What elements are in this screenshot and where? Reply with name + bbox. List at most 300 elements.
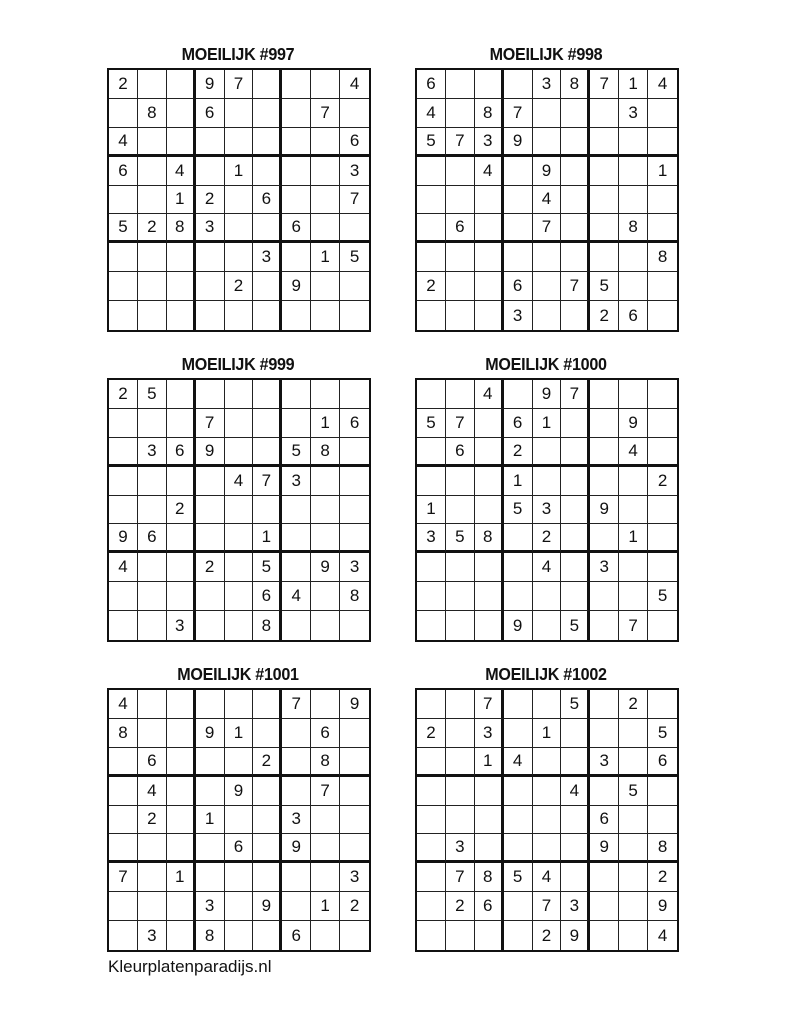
sudoku-cell[interactable] xyxy=(504,582,533,611)
sudoku-cell[interactable]: 1 xyxy=(533,719,562,748)
sudoku-cell[interactable] xyxy=(417,243,446,272)
sudoku-cell[interactable]: 7 xyxy=(311,99,340,128)
sudoku-cell[interactable] xyxy=(619,380,648,409)
sudoku-cell[interactable] xyxy=(417,301,446,330)
sudoku-cell[interactable] xyxy=(504,380,533,409)
sudoku-cell[interactable] xyxy=(648,272,677,301)
sudoku-cell[interactable]: 9 xyxy=(590,834,619,863)
sudoku-cell[interactable] xyxy=(311,186,340,215)
sudoku-cell[interactable] xyxy=(311,611,340,640)
sudoku-cell[interactable]: 2 xyxy=(590,301,619,330)
sudoku-cell[interactable] xyxy=(619,467,648,496)
sudoku-cell[interactable]: 8 xyxy=(561,70,590,99)
sudoku-cell[interactable] xyxy=(340,611,369,640)
sudoku-cell[interactable] xyxy=(167,409,196,438)
sudoku-cell[interactable] xyxy=(648,524,677,553)
sudoku-cell[interactable]: 1 xyxy=(475,748,504,777)
sudoku-cell[interactable] xyxy=(561,243,590,272)
sudoku-cell[interactable]: 8 xyxy=(138,99,167,128)
sudoku-cell[interactable]: 6 xyxy=(504,272,533,301)
sudoku-cell[interactable] xyxy=(504,921,533,950)
sudoku-cell[interactable] xyxy=(225,438,254,467)
sudoku-cell[interactable] xyxy=(561,524,590,553)
sudoku-cell[interactable] xyxy=(253,496,282,525)
sudoku-cell[interactable] xyxy=(253,438,282,467)
sudoku-cell[interactable]: 3 xyxy=(417,524,446,553)
sudoku-cell[interactable] xyxy=(590,863,619,892)
sudoku-cell[interactable] xyxy=(253,834,282,863)
sudoku-cell[interactable] xyxy=(504,553,533,582)
sudoku-cell[interactable] xyxy=(561,409,590,438)
sudoku-cell[interactable] xyxy=(340,806,369,835)
sudoku-cell[interactable]: 2 xyxy=(619,690,648,719)
sudoku-cell[interactable] xyxy=(253,301,282,330)
sudoku-cell[interactable] xyxy=(475,186,504,215)
sudoku-cell[interactable] xyxy=(504,524,533,553)
sudoku-cell[interactable] xyxy=(475,467,504,496)
sudoku-cell[interactable]: 3 xyxy=(475,719,504,748)
sudoku-cell[interactable]: 7 xyxy=(282,690,311,719)
sudoku-cell[interactable] xyxy=(167,380,196,409)
sudoku-cell[interactable]: 7 xyxy=(619,611,648,640)
sudoku-cell[interactable]: 2 xyxy=(167,496,196,525)
sudoku-cell[interactable]: 4 xyxy=(109,690,138,719)
sudoku-cell[interactable] xyxy=(446,380,475,409)
sudoku-cell[interactable] xyxy=(533,467,562,496)
sudoku-cell[interactable] xyxy=(109,892,138,921)
sudoku-cell[interactable] xyxy=(340,272,369,301)
sudoku-cell[interactable] xyxy=(138,496,167,525)
sudoku-cell[interactable] xyxy=(138,272,167,301)
sudoku-cell[interactable]: 5 xyxy=(282,438,311,467)
sudoku-cell[interactable] xyxy=(475,272,504,301)
sudoku-cell[interactable] xyxy=(446,70,475,99)
sudoku-cell[interactable]: 1 xyxy=(504,467,533,496)
sudoku-cell[interactable] xyxy=(196,524,225,553)
sudoku-cell[interactable]: 8 xyxy=(475,524,504,553)
sudoku-cell[interactable] xyxy=(648,301,677,330)
sudoku-cell[interactable]: 7 xyxy=(253,467,282,496)
sudoku-cell[interactable]: 7 xyxy=(590,70,619,99)
sudoku-cell[interactable] xyxy=(417,214,446,243)
sudoku-cell[interactable] xyxy=(167,582,196,611)
sudoku-cell[interactable] xyxy=(138,243,167,272)
sudoku-cell[interactable]: 7 xyxy=(109,863,138,892)
sudoku-cell[interactable] xyxy=(417,777,446,806)
sudoku-cell[interactable] xyxy=(109,467,138,496)
sudoku-cell[interactable] xyxy=(590,380,619,409)
sudoku-cell[interactable] xyxy=(311,496,340,525)
sudoku-cell[interactable]: 6 xyxy=(225,834,254,863)
sudoku-cell[interactable] xyxy=(167,719,196,748)
sudoku-cell[interactable] xyxy=(167,553,196,582)
sudoku-cell[interactable] xyxy=(282,70,311,99)
sudoku-cell[interactable]: 6 xyxy=(253,582,282,611)
sudoku-cell[interactable]: 1 xyxy=(417,496,446,525)
sudoku-cell[interactable] xyxy=(340,777,369,806)
sudoku-cell[interactable] xyxy=(446,186,475,215)
sudoku-cell[interactable] xyxy=(504,70,533,99)
sudoku-cell[interactable]: 7 xyxy=(446,863,475,892)
sudoku-cell[interactable]: 3 xyxy=(282,467,311,496)
sudoku-cell[interactable] xyxy=(253,128,282,157)
sudoku-cell[interactable] xyxy=(311,272,340,301)
sudoku-cell[interactable] xyxy=(282,719,311,748)
sudoku-cell[interactable] xyxy=(340,719,369,748)
sudoku-cell[interactable]: 1 xyxy=(311,243,340,272)
sudoku-cell[interactable]: 7 xyxy=(446,409,475,438)
sudoku-cell[interactable]: 7 xyxy=(225,70,254,99)
sudoku-cell[interactable] xyxy=(648,438,677,467)
sudoku-cell[interactable] xyxy=(167,128,196,157)
sudoku-cell[interactable] xyxy=(225,496,254,525)
sudoku-cell[interactable] xyxy=(590,582,619,611)
sudoku-cell[interactable] xyxy=(619,186,648,215)
sudoku-cell[interactable] xyxy=(504,690,533,719)
sudoku-cell[interactable]: 3 xyxy=(590,748,619,777)
sudoku-cell[interactable]: 8 xyxy=(619,214,648,243)
sudoku-cell[interactable] xyxy=(533,272,562,301)
sudoku-cell[interactable]: 2 xyxy=(138,806,167,835)
sudoku-cell[interactable]: 6 xyxy=(282,214,311,243)
sudoku-cell[interactable] xyxy=(196,777,225,806)
sudoku-cell[interactable] xyxy=(138,301,167,330)
sudoku-cell[interactable] xyxy=(475,214,504,243)
sudoku-cell[interactable] xyxy=(533,611,562,640)
sudoku-cell[interactable]: 4 xyxy=(475,157,504,186)
sudoku-cell[interactable] xyxy=(590,128,619,157)
sudoku-cell[interactable] xyxy=(446,748,475,777)
sudoku-cell[interactable] xyxy=(561,496,590,525)
sudoku-cell[interactable] xyxy=(225,524,254,553)
sudoku-cell[interactable] xyxy=(253,272,282,301)
sudoku-cell[interactable]: 5 xyxy=(253,553,282,582)
sudoku-cell[interactable]: 3 xyxy=(167,611,196,640)
sudoku-cell[interactable] xyxy=(282,524,311,553)
sudoku-cell[interactable] xyxy=(504,834,533,863)
sudoku-cell[interactable]: 4 xyxy=(504,748,533,777)
sudoku-cell[interactable] xyxy=(590,243,619,272)
sudoku-cell[interactable] xyxy=(138,409,167,438)
sudoku-cell[interactable]: 7 xyxy=(504,99,533,128)
sudoku-cell[interactable]: 9 xyxy=(311,553,340,582)
sudoku-cell[interactable]: 6 xyxy=(475,892,504,921)
sudoku-cell[interactable] xyxy=(109,243,138,272)
sudoku-cell[interactable]: 8 xyxy=(253,611,282,640)
sudoku-cell[interactable] xyxy=(417,467,446,496)
sudoku-cell[interactable]: 6 xyxy=(619,301,648,330)
sudoku-cell[interactable] xyxy=(253,863,282,892)
sudoku-cell[interactable]: 2 xyxy=(533,921,562,950)
sudoku-cell[interactable] xyxy=(590,921,619,950)
sudoku-cell[interactable]: 7 xyxy=(446,128,475,157)
sudoku-cell[interactable]: 5 xyxy=(504,863,533,892)
sudoku-cell[interactable] xyxy=(475,496,504,525)
sudoku-cell[interactable] xyxy=(196,496,225,525)
sudoku-cell[interactable]: 5 xyxy=(619,777,648,806)
sudoku-cell[interactable] xyxy=(225,301,254,330)
sudoku-cell[interactable] xyxy=(590,99,619,128)
sudoku-cell[interactable] xyxy=(619,582,648,611)
sudoku-cell[interactable] xyxy=(282,777,311,806)
sudoku-cell[interactable] xyxy=(648,380,677,409)
sudoku-cell[interactable]: 7 xyxy=(561,380,590,409)
sudoku-cell[interactable] xyxy=(648,553,677,582)
sudoku-cell[interactable]: 3 xyxy=(340,863,369,892)
sudoku-cell[interactable] xyxy=(311,128,340,157)
sudoku-cell[interactable]: 2 xyxy=(109,380,138,409)
sudoku-cell[interactable] xyxy=(282,409,311,438)
sudoku-cell[interactable] xyxy=(253,921,282,950)
sudoku-cell[interactable] xyxy=(167,690,196,719)
sudoku-cell[interactable] xyxy=(446,157,475,186)
sudoku-cell[interactable] xyxy=(311,301,340,330)
sudoku-cell[interactable] xyxy=(619,272,648,301)
sudoku-cell[interactable] xyxy=(109,99,138,128)
sudoku-cell[interactable]: 3 xyxy=(196,892,225,921)
sudoku-cell[interactable]: 3 xyxy=(340,553,369,582)
sudoku-cell[interactable]: 2 xyxy=(648,467,677,496)
sudoku-cell[interactable]: 3 xyxy=(533,496,562,525)
sudoku-cell[interactable] xyxy=(504,243,533,272)
sudoku-cell[interactable] xyxy=(417,438,446,467)
sudoku-cell[interactable]: 6 xyxy=(340,409,369,438)
sudoku-cell[interactable]: 5 xyxy=(561,690,590,719)
sudoku-cell[interactable]: 8 xyxy=(167,214,196,243)
sudoku-cell[interactable]: 4 xyxy=(475,380,504,409)
sudoku-cell[interactable] xyxy=(196,380,225,409)
sudoku-cell[interactable] xyxy=(253,70,282,99)
sudoku-cell[interactable] xyxy=(619,496,648,525)
sudoku-cell[interactable] xyxy=(253,409,282,438)
sudoku-cell[interactable] xyxy=(225,892,254,921)
sudoku-cell[interactable] xyxy=(311,834,340,863)
sudoku-cell[interactable] xyxy=(533,690,562,719)
sudoku-cell[interactable] xyxy=(533,582,562,611)
sudoku-cell[interactable]: 4 xyxy=(657,925,668,945)
sudoku-cell[interactable] xyxy=(109,301,138,330)
sudoku-cell[interactable]: 6 xyxy=(417,70,446,99)
sudoku-cell[interactable] xyxy=(167,834,196,863)
sudoku-cell[interactable]: 4 xyxy=(340,70,369,99)
sudoku-cell[interactable]: 5 xyxy=(648,719,677,748)
sudoku-cell[interactable] xyxy=(417,157,446,186)
sudoku-cell[interactable]: 3 xyxy=(561,892,590,921)
sudoku-cell[interactable] xyxy=(590,157,619,186)
sudoku-cell[interactable]: 3 xyxy=(138,921,167,950)
sudoku-cell[interactable] xyxy=(196,863,225,892)
sudoku-cell[interactable] xyxy=(446,690,475,719)
sudoku-cell[interactable] xyxy=(533,806,562,835)
sudoku-cell[interactable] xyxy=(504,719,533,748)
sudoku-cell[interactable] xyxy=(446,272,475,301)
sudoku-cell[interactable] xyxy=(282,892,311,921)
sudoku-cell[interactable] xyxy=(340,921,369,950)
sudoku-cell[interactable] xyxy=(619,806,648,835)
sudoku-cell[interactable] xyxy=(253,380,282,409)
sudoku-cell[interactable] xyxy=(282,496,311,525)
sudoku-cell[interactable] xyxy=(417,690,446,719)
sudoku-cell[interactable]: 4 xyxy=(138,777,167,806)
sudoku-cell[interactable]: 9 xyxy=(253,892,282,921)
sudoku-cell[interactable]: 4 xyxy=(533,553,562,582)
sudoku-cell[interactable] xyxy=(417,806,446,835)
sudoku-cell[interactable] xyxy=(561,301,590,330)
sudoku-cell[interactable] xyxy=(561,834,590,863)
sudoku-cell[interactable]: 9 xyxy=(590,496,619,525)
sudoku-cell[interactable]: 6 xyxy=(138,748,167,777)
sudoku-cell[interactable]: 7 xyxy=(561,272,590,301)
sudoku-cell[interactable]: 3 xyxy=(446,834,475,863)
sudoku-cell[interactable] xyxy=(504,157,533,186)
sudoku-cell[interactable] xyxy=(533,748,562,777)
sudoku-cell[interactable] xyxy=(311,863,340,892)
sudoku-cell[interactable]: 4 xyxy=(533,186,562,215)
sudoku-cell[interactable]: 3 xyxy=(619,99,648,128)
sudoku-cell[interactable]: 6 xyxy=(196,99,225,128)
sudoku-cell[interactable] xyxy=(311,582,340,611)
sudoku-cell[interactable] xyxy=(504,892,533,921)
sudoku-cell[interactable] xyxy=(196,748,225,777)
sudoku-cell[interactable] xyxy=(590,438,619,467)
sudoku-cell[interactable] xyxy=(648,690,677,719)
sudoku-cell[interactable] xyxy=(196,157,225,186)
sudoku-cell[interactable] xyxy=(561,438,590,467)
sudoku-cell[interactable] xyxy=(225,186,254,215)
sudoku-cell[interactable]: 4 xyxy=(417,99,446,128)
sudoku-cell[interactable] xyxy=(225,243,254,272)
sudoku-cell[interactable]: 5 xyxy=(138,380,167,409)
sudoku-cell[interactable] xyxy=(590,719,619,748)
sudoku-cell[interactable]: 1 xyxy=(253,524,282,553)
sudoku-cell[interactable] xyxy=(475,409,504,438)
sudoku-cell[interactable] xyxy=(417,380,446,409)
sudoku-cell[interactable] xyxy=(253,806,282,835)
sudoku-cell[interactable] xyxy=(446,806,475,835)
sudoku-cell[interactable]: 2 xyxy=(533,524,562,553)
sudoku-cell[interactable] xyxy=(109,272,138,301)
sudoku-cell[interactable] xyxy=(619,863,648,892)
sudoku-cell[interactable]: 5 xyxy=(417,128,446,157)
sudoku-cell[interactable]: 6 xyxy=(446,438,475,467)
sudoku-cell[interactable] xyxy=(475,611,504,640)
sudoku-cell[interactable] xyxy=(619,748,648,777)
sudoku-cell[interactable] xyxy=(561,214,590,243)
sudoku-cell[interactable]: 8 xyxy=(475,863,504,892)
sudoku-cell[interactable]: 6 xyxy=(253,186,282,215)
sudoku-cell[interactable] xyxy=(282,553,311,582)
sudoku-cell[interactable]: 7 xyxy=(533,892,562,921)
sudoku-cell[interactable] xyxy=(138,892,167,921)
sudoku-cell[interactable] xyxy=(138,128,167,157)
sudoku-cell[interactable] xyxy=(138,70,167,99)
sudoku-cell[interactable] xyxy=(167,524,196,553)
sudoku-cell[interactable] xyxy=(475,553,504,582)
sudoku-cell[interactable]: 8 xyxy=(475,99,504,128)
sudoku-cell[interactable] xyxy=(138,186,167,215)
sudoku-cell[interactable]: 2 xyxy=(417,272,446,301)
sudoku-cell[interactable]: 5 xyxy=(446,524,475,553)
sudoku-cell[interactable]: 1 xyxy=(619,70,648,99)
sudoku-cell[interactable] xyxy=(446,777,475,806)
sudoku-cell[interactable] xyxy=(590,467,619,496)
sudoku-cell[interactable]: 9 xyxy=(340,690,369,719)
sudoku-cell[interactable]: 3 xyxy=(138,438,167,467)
sudoku-cell[interactable]: 9 xyxy=(533,380,562,409)
sudoku-cell[interactable]: 2 xyxy=(504,438,533,467)
sudoku-cell[interactable] xyxy=(619,243,648,272)
sudoku-cell[interactable] xyxy=(619,157,648,186)
sudoku-cell[interactable]: 6 xyxy=(311,719,340,748)
sudoku-cell[interactable] xyxy=(619,834,648,863)
sudoku-cell[interactable] xyxy=(311,380,340,409)
sudoku-cell[interactable] xyxy=(225,806,254,835)
sudoku-cell[interactable] xyxy=(196,834,225,863)
sudoku-cell[interactable] xyxy=(138,157,167,186)
sudoku-cell[interactable]: 6 xyxy=(109,157,138,186)
sudoku-cell[interactable] xyxy=(109,777,138,806)
sudoku-cell[interactable] xyxy=(138,553,167,582)
sudoku-cell[interactable] xyxy=(196,467,225,496)
sudoku-cell[interactable] xyxy=(196,128,225,157)
sudoku-cell[interactable]: 2 xyxy=(196,186,225,215)
sudoku-cell[interactable] xyxy=(648,128,677,157)
sudoku-cell[interactable] xyxy=(475,243,504,272)
sudoku-cell[interactable] xyxy=(561,99,590,128)
sudoku-cell[interactable] xyxy=(196,301,225,330)
sudoku-cell[interactable] xyxy=(504,186,533,215)
sudoku-cell[interactable]: 6 xyxy=(504,409,533,438)
sudoku-cell[interactable] xyxy=(282,243,311,272)
sudoku-cell[interactable]: 5 xyxy=(590,272,619,301)
sudoku-cell[interactable]: 9 xyxy=(504,611,533,640)
sudoku-cell[interactable] xyxy=(282,186,311,215)
sudoku-cell[interactable] xyxy=(109,611,138,640)
sudoku-cell[interactable]: 9 xyxy=(196,70,225,99)
sudoku-cell[interactable]: 9 xyxy=(196,438,225,467)
sudoku-cell[interactable] xyxy=(138,690,167,719)
sudoku-cell[interactable] xyxy=(138,611,167,640)
sudoku-cell[interactable]: 9 xyxy=(282,834,311,863)
sudoku-cell[interactable]: 9 xyxy=(619,409,648,438)
sudoku-cell[interactable]: 4 xyxy=(109,128,138,157)
sudoku-cell[interactable]: 4 xyxy=(167,157,196,186)
sudoku-cell[interactable] xyxy=(282,380,311,409)
sudoku-cell[interactable] xyxy=(446,496,475,525)
sudoku-cell[interactable] xyxy=(475,834,504,863)
sudoku-cell[interactable]: 4 xyxy=(225,467,254,496)
sudoku-cell[interactable] xyxy=(109,748,138,777)
sudoku-cell[interactable]: 4 xyxy=(282,582,311,611)
sudoku-cell[interactable] xyxy=(648,611,677,640)
sudoku-cell[interactable] xyxy=(561,806,590,835)
sudoku-cell[interactable]: 9 xyxy=(282,272,311,301)
sudoku-cell[interactable]: 7 xyxy=(533,214,562,243)
sudoku-cell[interactable] xyxy=(340,99,369,128)
sudoku-cell[interactable] xyxy=(109,582,138,611)
sudoku-cell[interactable]: 7 xyxy=(475,690,504,719)
sudoku-cell[interactable] xyxy=(282,863,311,892)
sudoku-cell[interactable]: 4 xyxy=(619,438,648,467)
sudoku-cell[interactable] xyxy=(446,553,475,582)
sudoku-cell[interactable] xyxy=(253,719,282,748)
sudoku-cell[interactable] xyxy=(196,272,225,301)
sudoku-cell[interactable] xyxy=(167,748,196,777)
sudoku-cell[interactable]: 6 xyxy=(282,921,311,950)
sudoku-cell[interactable]: 1 xyxy=(167,863,196,892)
sudoku-cell[interactable]: 9 xyxy=(225,777,254,806)
sudoku-cell[interactable] xyxy=(590,892,619,921)
